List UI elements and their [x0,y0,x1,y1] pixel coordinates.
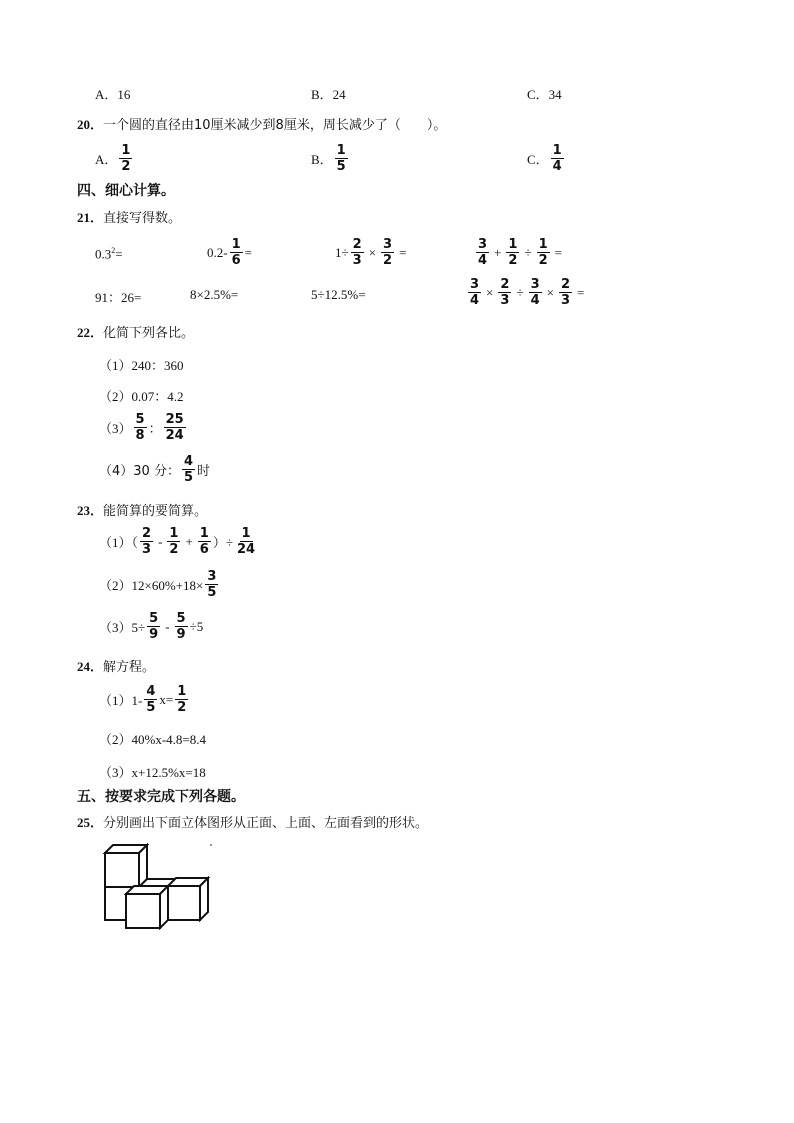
fraction: $\frac{1}{2}$ [121,143,131,174]
question-text: 解方程。 [103,660,156,675]
q22-part-1: （1）240：360 [99,358,184,373]
q23-part-2: （2）12×60%+18× $\frac{3}{5}$ [99,569,217,600]
cube-top [105,845,147,887]
section-5-title: 五、按要求完成下列各题。 [77,789,245,805]
q24-question [77,656,155,675]
q24-part-2: （2）40%x-4.8=8.4 [99,732,206,747]
q21-expr-6: 8×2.5%= [190,287,239,302]
question-text: 一个圆的直径由10厘米减少到8厘米，周长减少了（ ）。 [103,118,447,133]
q23-part-1: （1）（ $\frac{2}{3}$ - $\frac{1}{2}$ + $\frac{1}{6}$ ）÷ $\frac{1}{24}$ [99,526,256,557]
option-label: C． [527,152,549,167]
cube-front-left [126,886,168,928]
question-text: 化简下列各比。 [103,326,195,341]
q21-question [77,207,181,226]
section-4-title: 四、细心计算。 [77,183,175,199]
q21-expr-7: 5÷12.5%= [311,287,366,302]
q21-expr-3: 1÷ $\frac{2}{3}$ × $\frac{3}{2}$ = [335,237,407,268]
q20-option-a [95,143,134,174]
q20-option-c [527,143,566,174]
question-number: 22． [77,325,104,340]
q23-part-3: （3）5÷ $\frac{5}{9}$ - $\frac{5}{9}$ ÷5 [99,611,204,642]
q25-question [77,812,428,831]
q23-question [77,500,207,519]
q24-part-3: （3）x+12.5%x=18 [99,765,206,780]
q20-option-b [311,143,350,174]
question-text: 直接写得数。 [103,211,182,226]
cube-figure [100,840,220,930]
question-number: 21． [77,210,104,225]
question-number: 25． [77,815,104,830]
fraction: $\frac{1}{6}$ [231,237,241,268]
q20-question [77,114,446,133]
question-number: 23． [77,503,104,518]
q22-part-4: （4）30 分： $\frac{4}{5}$ 时 [99,454,211,485]
question-number: 20． [77,117,104,132]
q21-expr-5: 91：26= [95,290,142,305]
q21-expr-2: 0.2- $\frac{1}{6}$ = [207,237,252,268]
q22-question [77,322,194,341]
q19-option-b: B．24 [311,87,346,102]
question-text: 分别画出下面立体图形从正面、上面、左面看到的形状。 [103,816,429,831]
fraction: $\frac{1}{4}$ [552,143,562,174]
cube-front-right [168,878,208,920]
q22-part-2: （2）0.07：4.2 [99,389,184,404]
question-text: 能简算的要简算。 [103,504,208,519]
q21-expr-1: $0.3^2=$ [95,246,123,262]
q19-option-a: A．16 [95,87,131,102]
option-label: B． [311,152,333,167]
option-label: A． [95,152,118,167]
q22-part-3: （3） $\frac{5}{8}$ ： $\frac{25}{24}$ [99,412,184,443]
q21-expr-4: $\frac{3}{4}$ + $\frac{1}{2}$ ÷ $\frac{1}{2}$ = [478,237,562,268]
fraction: $\frac{1}{5}$ [336,143,346,174]
q19-option-c: C．34 [527,87,562,102]
q24-part-1: （1）1- $\frac{4}{5}$ x= $\frac{1}{2}$ [99,684,187,715]
question-number: 24． [77,659,104,674]
q21-expr-8: $\frac{3}{4}$ × $\frac{2}{3}$ ÷ $\frac{3}{4}$ × $\frac{2}{3}$ = [470,277,585,308]
